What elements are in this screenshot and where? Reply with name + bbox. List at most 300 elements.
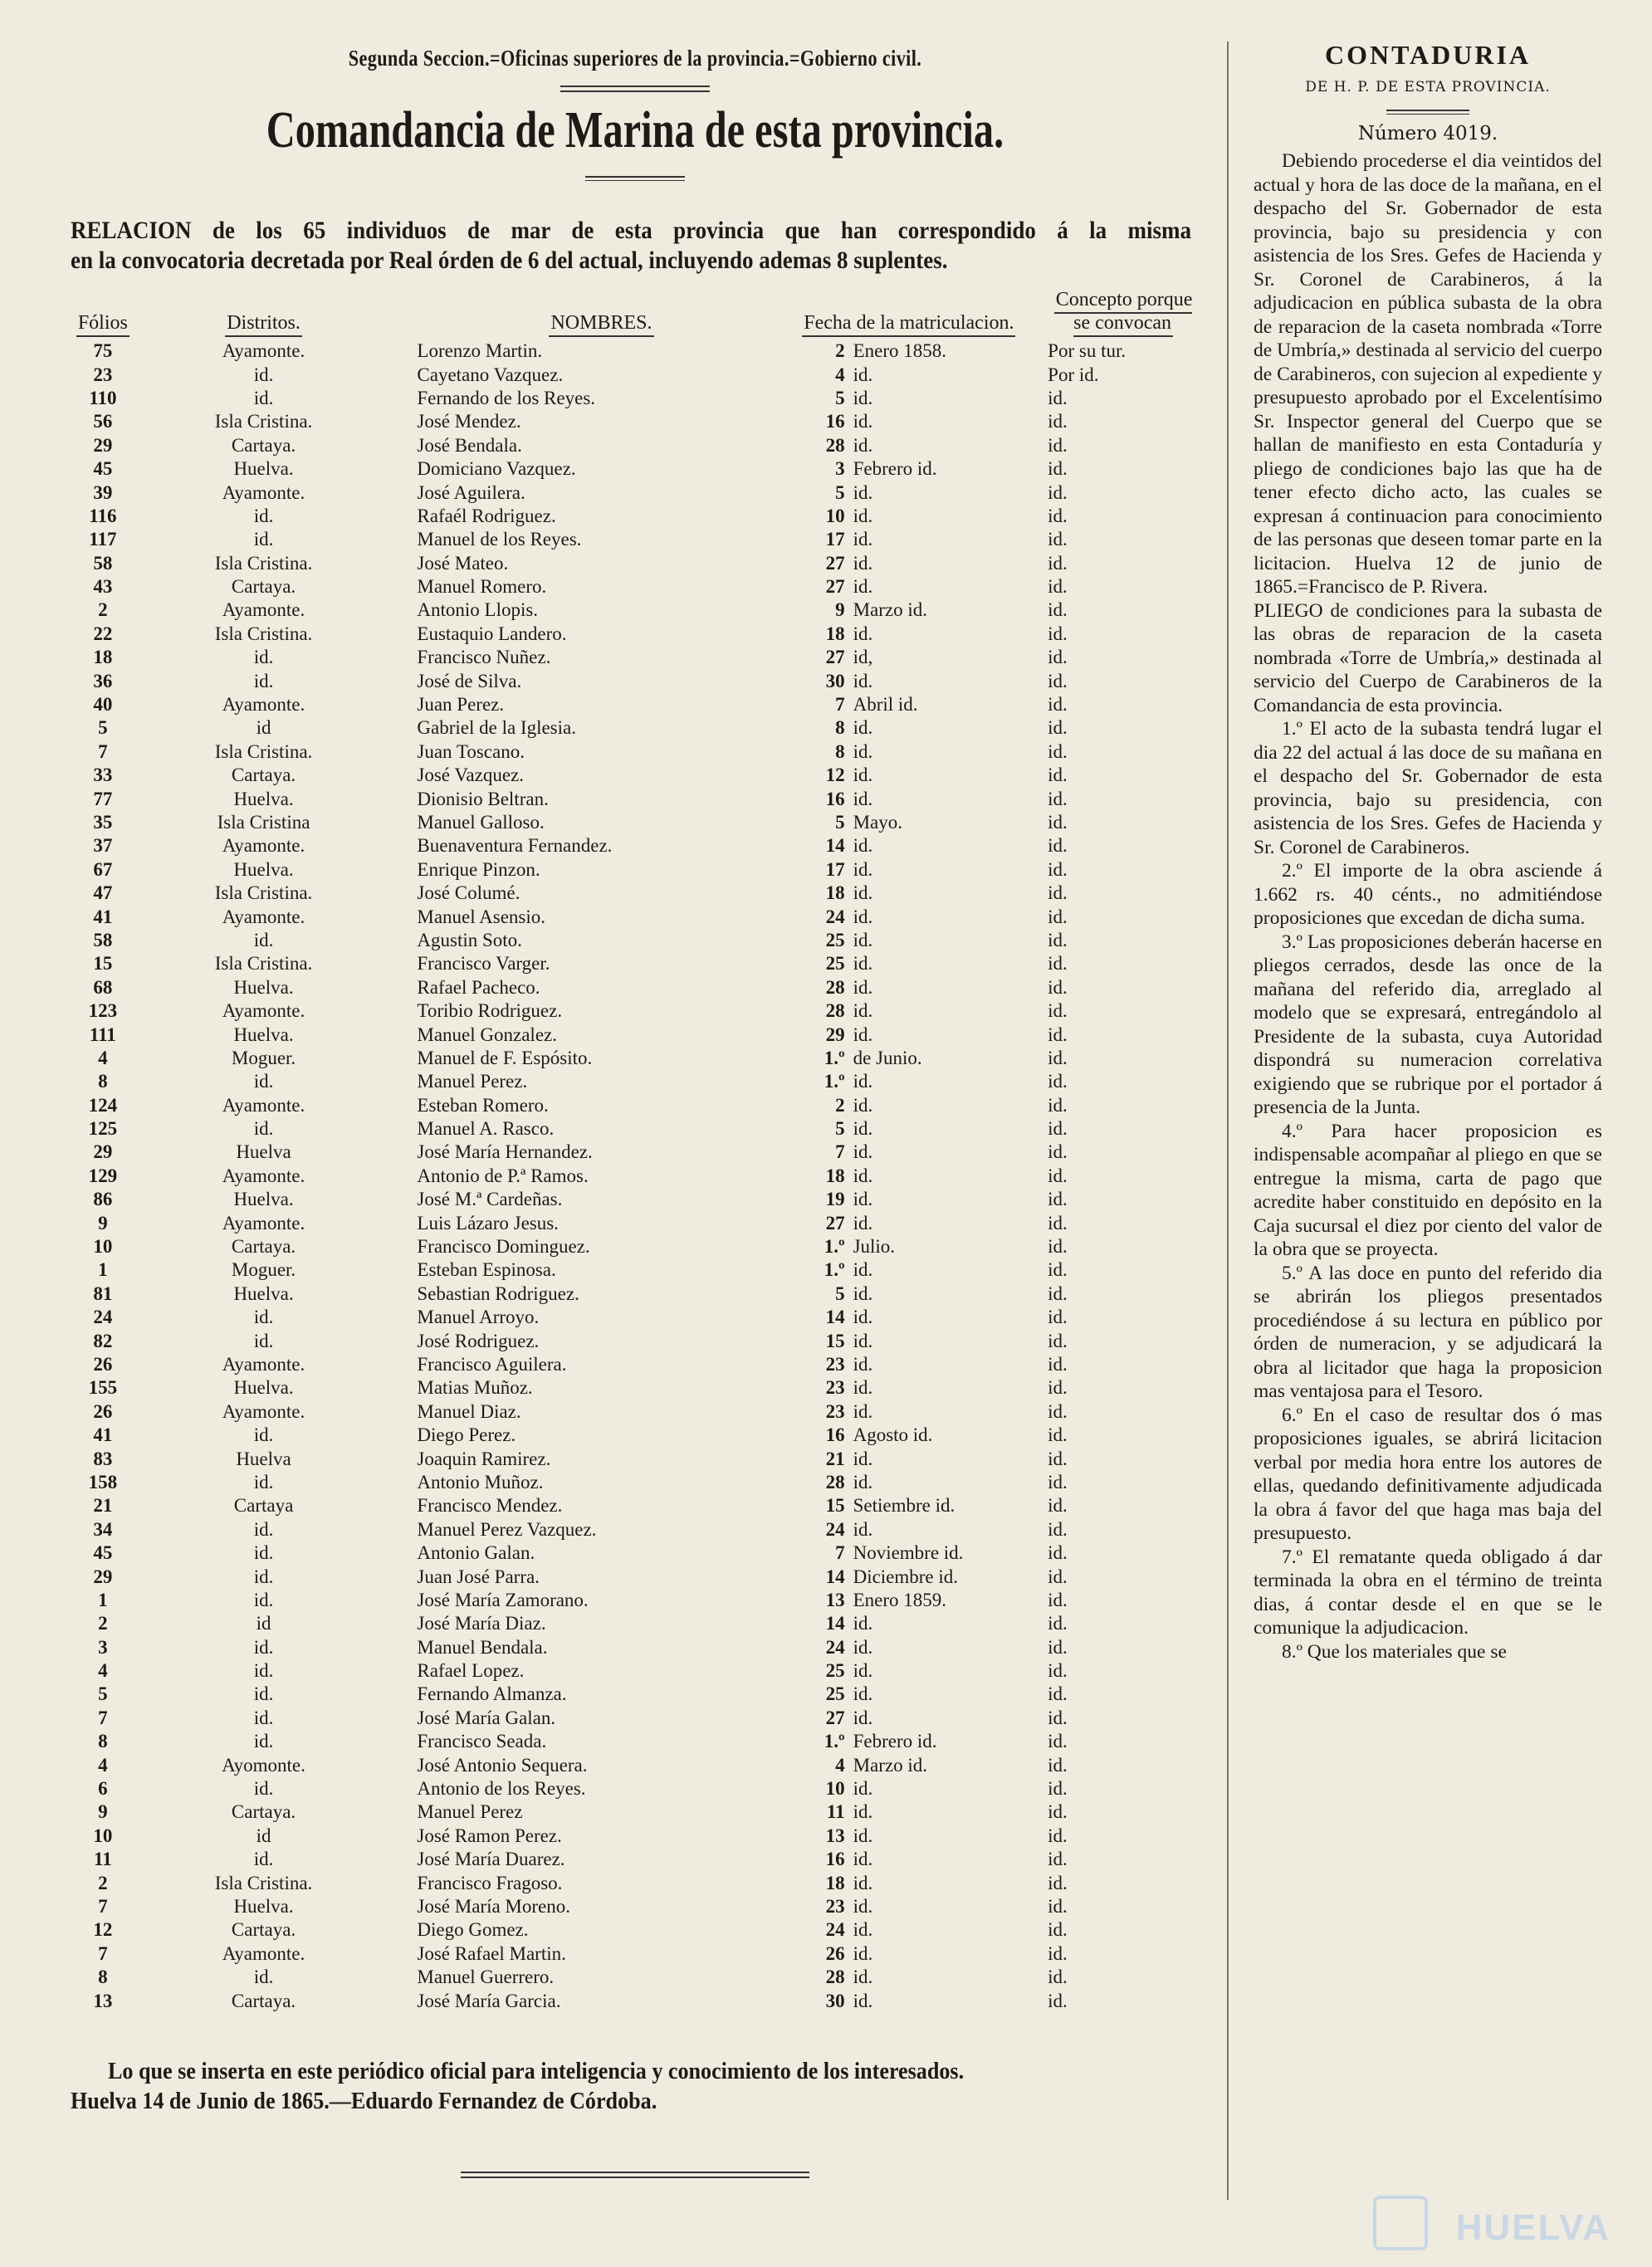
table-row [71, 1447, 1200, 1470]
cell-concepto: id. [1048, 1825, 1068, 1846]
cell-fecha-dia: 10 [825, 1778, 845, 1800]
cell-folio: 3 [98, 1636, 108, 1658]
cell-fecha-dia: 14 [825, 1613, 845, 1634]
cell-concepto: id. [1048, 1189, 1068, 1210]
cell-fecha [787, 669, 1032, 692]
cell-fecha-mes: id. [853, 1377, 873, 1399]
cell-concepto: id. [1048, 858, 1068, 880]
cell-fecha-dia: 7 [835, 694, 845, 716]
cell-distrito: Ayomonte. [222, 1754, 305, 1776]
cell-fecha [787, 1683, 1032, 1706]
cell-fecha [787, 1023, 1032, 1046]
table-row [71, 1800, 1200, 1824]
cell-fecha-dia: 16 [825, 1424, 845, 1446]
cell-fecha [787, 1848, 1032, 1871]
cell-concepto: id. [1048, 1165, 1068, 1186]
cell-distrito: Moguer. [231, 1047, 296, 1068]
cell-fecha-dia: 28 [825, 1000, 845, 1022]
cell-nombre: José María Duarez. [417, 1849, 565, 1870]
cell-fecha-mes: id. [853, 576, 873, 598]
cell-fecha [787, 1707, 1032, 1730]
cell-distrito: id. [253, 1071, 274, 1092]
cell-folio: 77 [93, 788, 113, 809]
table-row [71, 1635, 1200, 1659]
cell-concepto: id. [1048, 1849, 1068, 1870]
cell-fecha-mes: id. [853, 1895, 873, 1917]
cell-fecha [787, 1471, 1032, 1494]
cell-concepto: id. [1048, 1566, 1068, 1587]
condition-6: 6.º En el caso de resultar dos ó mas proposiciones iguales, se abrirá licitacion verbal por media hora entre los autores de ellas, quedando definitivamente adjudicada la obra á favor del que haga mas baja del presupuesto. [1254, 1404, 1602, 1544]
cell-folio: 117 [89, 529, 117, 550]
cell-concepto: id. [1048, 1731, 1068, 1752]
cell-fecha-mes: id. [853, 387, 873, 408]
cell-fecha-mes: id. [853, 434, 873, 456]
intro-paragraph [71, 216, 1191, 276]
cell-fecha-dia: 25 [825, 1683, 845, 1705]
cell-fecha-mes: id. [853, 1707, 873, 1728]
cell-fecha-dia: 5 [835, 1283, 845, 1304]
cell-folio: 41 [93, 1424, 113, 1446]
cell-concepto: id. [1048, 647, 1068, 668]
cell-fecha-mes: Marzo id. [853, 599, 927, 621]
cell-concepto: id. [1048, 481, 1068, 503]
cell-distrito: Isla Cristina. [214, 552, 313, 574]
cell-nombre: José Antonio Sequera. [417, 1754, 588, 1776]
cell-folio: 7 [98, 740, 108, 762]
condition-2: 2.º El importe de la obra asciende á 1.662 rs. 40 cénts., no admitiéndose proposiciones que excedan de dicha suma. [1254, 860, 1602, 929]
cell-distrito: id [256, 1613, 271, 1634]
cell-fecha-mes: id. [853, 788, 873, 809]
cell-folio: 158 [88, 1471, 118, 1493]
cell-fecha [787, 1141, 1032, 1164]
cell-fecha [787, 976, 1032, 999]
cell-distrito: Isla Cristina. [214, 1872, 313, 1893]
cell-distrito: id. [253, 1518, 274, 1540]
cell-fecha-dia: 18 [825, 623, 845, 644]
cell-concepto: id. [1048, 1613, 1068, 1634]
cell-fecha-mes: id. [853, 1990, 873, 2011]
cell-fecha-mes: Julio. [853, 1236, 896, 1258]
table-row [71, 882, 1200, 905]
cell-nombre: José María Galan. [417, 1707, 556, 1728]
cell-fecha-dia: 8 [835, 717, 845, 739]
cell-fecha-dia: 25 [825, 929, 845, 950]
cell-fecha-dia: 23 [825, 1400, 845, 1422]
cell-nombre: Enrique Pinzon. [417, 858, 540, 880]
cell-distrito: id. [253, 387, 274, 408]
cell-distrito: Ayamonte. [222, 906, 305, 927]
cell-folio: 8 [98, 1731, 108, 1752]
cell-nombre: Francisco Nuñez. [417, 647, 551, 668]
intro-line-1: RELACION de los 65 individuos de mar de esta provincia que han correspondido á la misma [71, 217, 1191, 244]
cell-fecha-dia: 25 [825, 1660, 845, 1682]
cell-fecha-mes: id. [853, 976, 873, 998]
cell-fecha-mes: id, [853, 647, 873, 668]
cell-distrito: Ayamonte. [222, 1212, 305, 1234]
cell-fecha-mes: Noviembre id. [853, 1542, 964, 1564]
cell-distrito: id [256, 717, 271, 739]
header-nombres: NOMBRES. [392, 287, 786, 340]
condition-3: 3.º Las proposiciones deberán hacerse en pliegos cerrados, desde las once de la mañana del referido dia, arreglado al modelo que se expresará, entregándolo al Presidente de la subasta, cuya Autoridad dispondrá su numeracion correlativa exigiendo que se rubrique por el portador á presencia de la Junta. [1254, 931, 1602, 1118]
table-row [71, 1306, 1200, 1329]
cell-fecha-dia: 27 [825, 552, 845, 574]
cell-distrito: Isla Cristina. [214, 882, 313, 904]
cell-fecha-dia: 12 [825, 765, 845, 786]
header-distritos: Distritos. [135, 287, 393, 340]
cell-fecha [787, 1612, 1032, 1635]
table-row [71, 1659, 1200, 1683]
contaduria-subtitle: DE H. P. DE ESTA PROVINCIA. [1305, 79, 1551, 95]
cell-fecha-mes: Mayo. [853, 812, 902, 833]
cell-concepto: id. [1048, 529, 1068, 550]
cell-distrito: Isla Cristina. [214, 411, 313, 432]
cell-fecha-dia: 4 [835, 364, 845, 385]
cell-concepto: id. [1048, 387, 1068, 408]
cell-fecha-dia: 1.º [824, 1236, 845, 1258]
cell-folio: 81 [93, 1283, 113, 1304]
cell-fecha-dia: 30 [825, 670, 845, 691]
table-row [71, 669, 1200, 692]
cell-fecha [787, 740, 1032, 764]
cell-fecha-mes: id. [853, 1330, 873, 1351]
cell-nombre: Francisco Mendez. [417, 1495, 563, 1517]
cell-fecha [787, 481, 1032, 504]
cell-folio: 9 [98, 1212, 108, 1234]
cell-concepto: id. [1048, 623, 1068, 644]
cell-folio: 10 [93, 1825, 113, 1846]
cell-folio: 33 [93, 765, 113, 786]
cell-nombre: Fernando de los Reyes. [417, 387, 596, 408]
cell-folio: 111 [89, 1024, 116, 1045]
cell-fecha-mes: id. [853, 505, 873, 526]
table-row [71, 1989, 1200, 2012]
cell-folio: 7 [98, 1942, 108, 1964]
table-row [71, 1258, 1200, 1282]
cell-concepto: id. [1048, 1942, 1068, 1964]
cell-fecha-dia: 19 [825, 1189, 845, 1210]
cell-fecha-dia: 29 [825, 1024, 845, 1045]
cell-fecha-mes: id. [853, 1825, 873, 1846]
cell-concepto: id. [1048, 1118, 1068, 1140]
cell-fecha [787, 1165, 1032, 1188]
cell-nombre: Juan Toscano. [417, 740, 525, 762]
cell-nombre: José Ramon Perez. [417, 1825, 562, 1846]
cell-fecha-mes: id. [853, 1683, 873, 1705]
table-row [71, 1471, 1200, 1494]
cell-nombre: Antonio Muñoz. [417, 1471, 544, 1493]
cell-distrito: Ayamonte. [222, 1165, 305, 1186]
table-row [71, 599, 1200, 622]
cell-nombre: José María Moreno. [417, 1895, 570, 1917]
cell-nombre: José María Diaz. [417, 1613, 546, 1634]
cell-fecha-mes: id. [853, 552, 873, 574]
cell-fecha-dia: 2 [835, 340, 845, 362]
cell-folio: 45 [93, 1542, 113, 1564]
cell-fecha [787, 1117, 1032, 1141]
cell-fecha-dia: 1.º [824, 1731, 845, 1752]
cell-fecha-mes: id. [853, 1353, 873, 1375]
cell-fecha-mes: id. [853, 882, 873, 904]
cell-folio: 39 [93, 481, 113, 503]
cell-fecha-dia: 23 [825, 1377, 845, 1399]
cell-fecha-dia: 21 [825, 1448, 845, 1469]
cell-fecha [787, 905, 1032, 928]
cell-nombre: José María Hernandez. [417, 1141, 593, 1163]
cell-concepto: id. [1048, 882, 1068, 904]
table-row [71, 363, 1200, 386]
cell-fecha [787, 1753, 1032, 1776]
cell-fecha-dia: 13 [825, 1589, 845, 1610]
table-row [71, 1871, 1200, 1894]
cell-folio: 6 [98, 1778, 108, 1800]
cell-concepto: id. [1048, 835, 1068, 857]
cell-nombre: Agustin Soto. [417, 929, 522, 950]
cell-fecha-dia: 24 [825, 906, 845, 927]
cell-fecha [787, 646, 1032, 669]
cell-concepto: id. [1048, 1495, 1068, 1517]
cell-folio: 2 [98, 599, 108, 621]
cell-nombre: Rafaél Rodriguez. [417, 505, 556, 526]
table-row [71, 1188, 1200, 1211]
closing-signature: Huelva 14 de Junio de 1865.—Eduardo Fernandez de Córdoba. [71, 2087, 657, 2114]
cell-nombre: Cayetano Vazquez. [417, 364, 564, 385]
cell-fecha-dia: 9 [835, 599, 845, 621]
cell-nombre: José María Garcia. [417, 1990, 561, 2011]
table-row [71, 905, 1200, 928]
cell-distrito: Isla Cristina. [214, 740, 313, 762]
cell-folio: 5 [98, 1683, 108, 1705]
cell-folio: 4 [98, 1047, 108, 1068]
cell-nombre: Manuel de F. Espósito. [417, 1047, 593, 1068]
cell-fecha [787, 1541, 1032, 1565]
cell-concepto: id. [1048, 1259, 1068, 1281]
table-row [71, 1589, 1200, 1612]
cell-fecha-dia: 5 [835, 812, 845, 833]
cell-nombre: Manuel Arroyo. [417, 1307, 540, 1328]
cell-concepto: id. [1048, 1518, 1068, 1540]
cell-distrito: id. [253, 1471, 274, 1493]
cell-fecha-mes: id. [853, 1919, 873, 1941]
cell-concepto: id. [1048, 505, 1068, 526]
cell-folio: 75 [93, 340, 113, 362]
cell-fecha [787, 1211, 1032, 1234]
cell-folio: 11 [93, 1849, 112, 1870]
left-column [71, 46, 1200, 2181]
closing-line-1: Lo que se inserta en este periódico oficial para inteligencia y conocimiento de los interesados. [108, 2057, 965, 2084]
cell-distrito: id [256, 1825, 271, 1846]
table-row [71, 410, 1200, 433]
table-row [71, 481, 1200, 504]
table-row [71, 623, 1200, 646]
cell-nombre: Manuel Galloso. [417, 812, 545, 833]
cell-fecha-dia: 5 [835, 1118, 845, 1140]
cell-fecha-dia: 5 [835, 387, 845, 408]
cell-nombre: Fernando Almanza. [417, 1683, 567, 1705]
cell-distrito: id. [253, 670, 274, 691]
table-row [71, 1942, 1200, 1966]
cell-distrito: Isla Cristina [217, 812, 310, 833]
cell-nombre: Antonio Llopis. [417, 599, 539, 621]
cell-fecha-mes: id. [853, 411, 873, 432]
cell-fecha-mes: Abril id. [853, 694, 918, 716]
cell-fecha-dia: 26 [825, 1942, 845, 1964]
table-row [71, 1518, 1200, 1541]
cell-distrito: id. [253, 1589, 274, 1610]
cell-distrito: id. [253, 929, 274, 950]
cell-fecha [787, 1070, 1032, 1093]
cell-nombre: Antonio de P.ª Ramos. [417, 1165, 589, 1186]
cell-fecha-mes: id. [853, 1165, 873, 1186]
cell-fecha-mes: id. [853, 1942, 873, 1964]
cell-nombre: Francisco Varger. [417, 953, 550, 975]
cell-fecha-mes: id. [853, 1471, 873, 1493]
cell-fecha-mes: id. [853, 1071, 873, 1092]
cell-nombre: Joaquin Ramirez. [417, 1448, 551, 1469]
cell-fecha-mes: id. [853, 835, 873, 857]
cell-fecha-mes: id. [853, 623, 873, 644]
cell-folio: 12 [93, 1919, 113, 1941]
cell-concepto: id. [1048, 1212, 1068, 1234]
cell-distrito: Cartaya [233, 1495, 294, 1517]
cell-concepto: id. [1048, 1754, 1068, 1776]
cell-concepto: id. [1048, 1330, 1068, 1351]
cell-folio: 43 [93, 576, 113, 598]
cell-nombre: José Mendez. [417, 411, 521, 432]
table-row [71, 1966, 1200, 1989]
cell-distrito: id. [253, 1660, 274, 1682]
table-row [71, 976, 1200, 999]
table-row [71, 1424, 1200, 1447]
cell-nombre: Eustaquio Landero. [417, 623, 567, 644]
cell-nombre: Rafael Pacheco. [417, 976, 540, 998]
cell-concepto: id. [1048, 812, 1068, 833]
cell-fecha [787, 1942, 1032, 1966]
ornament-rule-right [1254, 102, 1602, 118]
cell-distrito: id. [253, 1636, 274, 1658]
cell-distrito: Huelva. [233, 1283, 294, 1304]
cell-folio: 26 [93, 1400, 113, 1422]
table-row [71, 811, 1200, 834]
cell-fecha [787, 858, 1032, 882]
closing-note [71, 2056, 1199, 2116]
cell-nombre: Manuel Diaz. [417, 1400, 521, 1422]
cell-concepto: id. [1048, 1400, 1068, 1422]
cell-fecha-mes: id. [853, 529, 873, 550]
cell-fecha [787, 716, 1032, 740]
table-row [71, 1494, 1200, 1517]
cell-nombre: Francisco Aguilera. [417, 1353, 567, 1375]
cell-folio: 24 [93, 1307, 113, 1328]
cell-concepto: id. [1048, 929, 1068, 950]
cell-nombre: Buenaventura Fernandez. [417, 835, 613, 857]
cell-distrito: Cartaya. [231, 576, 296, 598]
cell-fecha-dia: 1.º [824, 1259, 845, 1281]
cell-nombre: Luis Lázaro Jesus. [417, 1212, 559, 1234]
cell-fecha-dia: 1.º [824, 1071, 845, 1092]
cell-folio: 110 [89, 387, 117, 408]
cell-distrito: Huelva. [233, 1024, 294, 1045]
table-row [71, 929, 1200, 952]
cell-nombre: Manuel Perez Vazquez. [417, 1518, 597, 1540]
cell-fecha [787, 1258, 1032, 1282]
cell-fecha-dia: 7 [835, 1141, 845, 1163]
cell-nombre: Manuel de los Reyes. [417, 529, 582, 550]
table-row [71, 340, 1200, 363]
cell-fecha-dia: 14 [825, 1307, 845, 1328]
cell-fecha-mes: id. [853, 1307, 873, 1328]
cell-fecha-dia: 3 [835, 458, 845, 480]
table-row [71, 787, 1200, 810]
cell-concepto: id. [1048, 976, 1068, 998]
table-row [71, 387, 1200, 410]
cell-fecha-dia: 27 [825, 576, 845, 598]
cell-fecha-mes: Febrero id. [853, 458, 937, 480]
condition-8: 8.º Que los materiales que se [1282, 1640, 1507, 1663]
cell-fecha [787, 1635, 1032, 1659]
cell-folio: 67 [93, 858, 113, 880]
cell-folio: 56 [93, 411, 113, 432]
cell-fecha-dia: 23 [825, 1353, 845, 1375]
cell-distrito: Cartaya. [231, 1990, 296, 2011]
cell-nombre: Antonio Galan. [417, 1542, 535, 1564]
cell-distrito: Huelva. [233, 858, 294, 880]
ornament-rule-bottom [71, 2166, 1200, 2181]
cell-fecha-dia: 24 [825, 1518, 845, 1540]
table-row [71, 764, 1200, 787]
cell-distrito: Huelva. [233, 1377, 294, 1399]
cell-fecha-dia: 15 [825, 1495, 845, 1517]
cell-fecha-dia: 28 [825, 1471, 845, 1493]
header-folios: Fólios [71, 287, 135, 340]
header-fecha: Fecha de la matriculacion. [787, 287, 1032, 340]
cell-fecha-mes: id. [853, 1024, 873, 1045]
cell-fecha-mes: id. [853, 1212, 873, 1234]
cell-fecha-dia: 15 [825, 1330, 845, 1351]
cell-concepto: id. [1048, 1990, 1068, 2011]
notice-paragraph: Debiendo procederse el dia veintidos del actual y hora de las doce de la mañana, en el despacho del Sr. Gobernador de esta provincia, bajo su presidencia y con asistencia de los Sres. Gefes de Hacienda y Sr. Coronel de Carabineros, á la adjudicacion en pública subasta de la obra de reparacion de la caseta nombrada «Torre de Umbría,» destinada al servicio del cuerpo de Carabineros, con sujecion al expediente y presupuesto aprobado por el Excelentísimo Sr. Inspector general del Cuerpo que se hallan de manifiesto en esta Contaduría y pliego de condiciones bajo las que ha de tener efecto dicho acto, las cuales se expresan á continuacion para conocimiento de las personas que deseen tomar parte en la licitacion. Huelva 12 de junio de 1865.=Francisco de P. Rivera. [1254, 150, 1602, 598]
table-row [71, 693, 1200, 716]
cell-fecha-mes: id. [853, 858, 873, 880]
cell-fecha-dia: 1.º [824, 1047, 845, 1068]
ornament-rule-small [71, 169, 1200, 184]
cell-distrito: Ayamonte. [222, 599, 305, 621]
cell-fecha [787, 834, 1032, 857]
cell-concepto: id. [1048, 1967, 1068, 1988]
table-row [71, 1094, 1200, 1117]
cell-fecha-dia: 10 [825, 505, 845, 526]
cell-fecha-dia: 24 [825, 1919, 845, 1941]
cell-folio: 123 [88, 1000, 118, 1022]
cell-nombre: Manuel Asensio. [417, 906, 545, 927]
cell-folio: 21 [93, 1495, 113, 1517]
table-row [71, 434, 1200, 457]
cell-fecha-dia: 16 [825, 788, 845, 809]
condition-4: 4.º Para hacer proposicion es indispensable acompañar al pliego en que se entregue la misma, carta de pago que acredite haber constituido en depósito en la Caja sucursal el diez por ciento del valor de la obra que se proyecta. [1254, 1120, 1602, 1260]
cell-fecha [787, 387, 1032, 410]
cell-fecha [787, 1966, 1032, 1989]
cell-folio: 86 [93, 1189, 113, 1210]
cell-concepto: id. [1048, 1353, 1068, 1375]
cell-folio: 4 [98, 1660, 108, 1682]
cell-distrito: id. [253, 1967, 274, 1988]
cell-fecha-mes: id. [853, 717, 873, 739]
cell-fecha [787, 623, 1032, 646]
table-row [71, 1753, 1200, 1776]
cell-distrito: Ayamonte. [222, 1942, 305, 1964]
cell-concepto: id. [1048, 1471, 1068, 1493]
cell-folio: 29 [93, 434, 113, 456]
cell-fecha [787, 1400, 1032, 1424]
